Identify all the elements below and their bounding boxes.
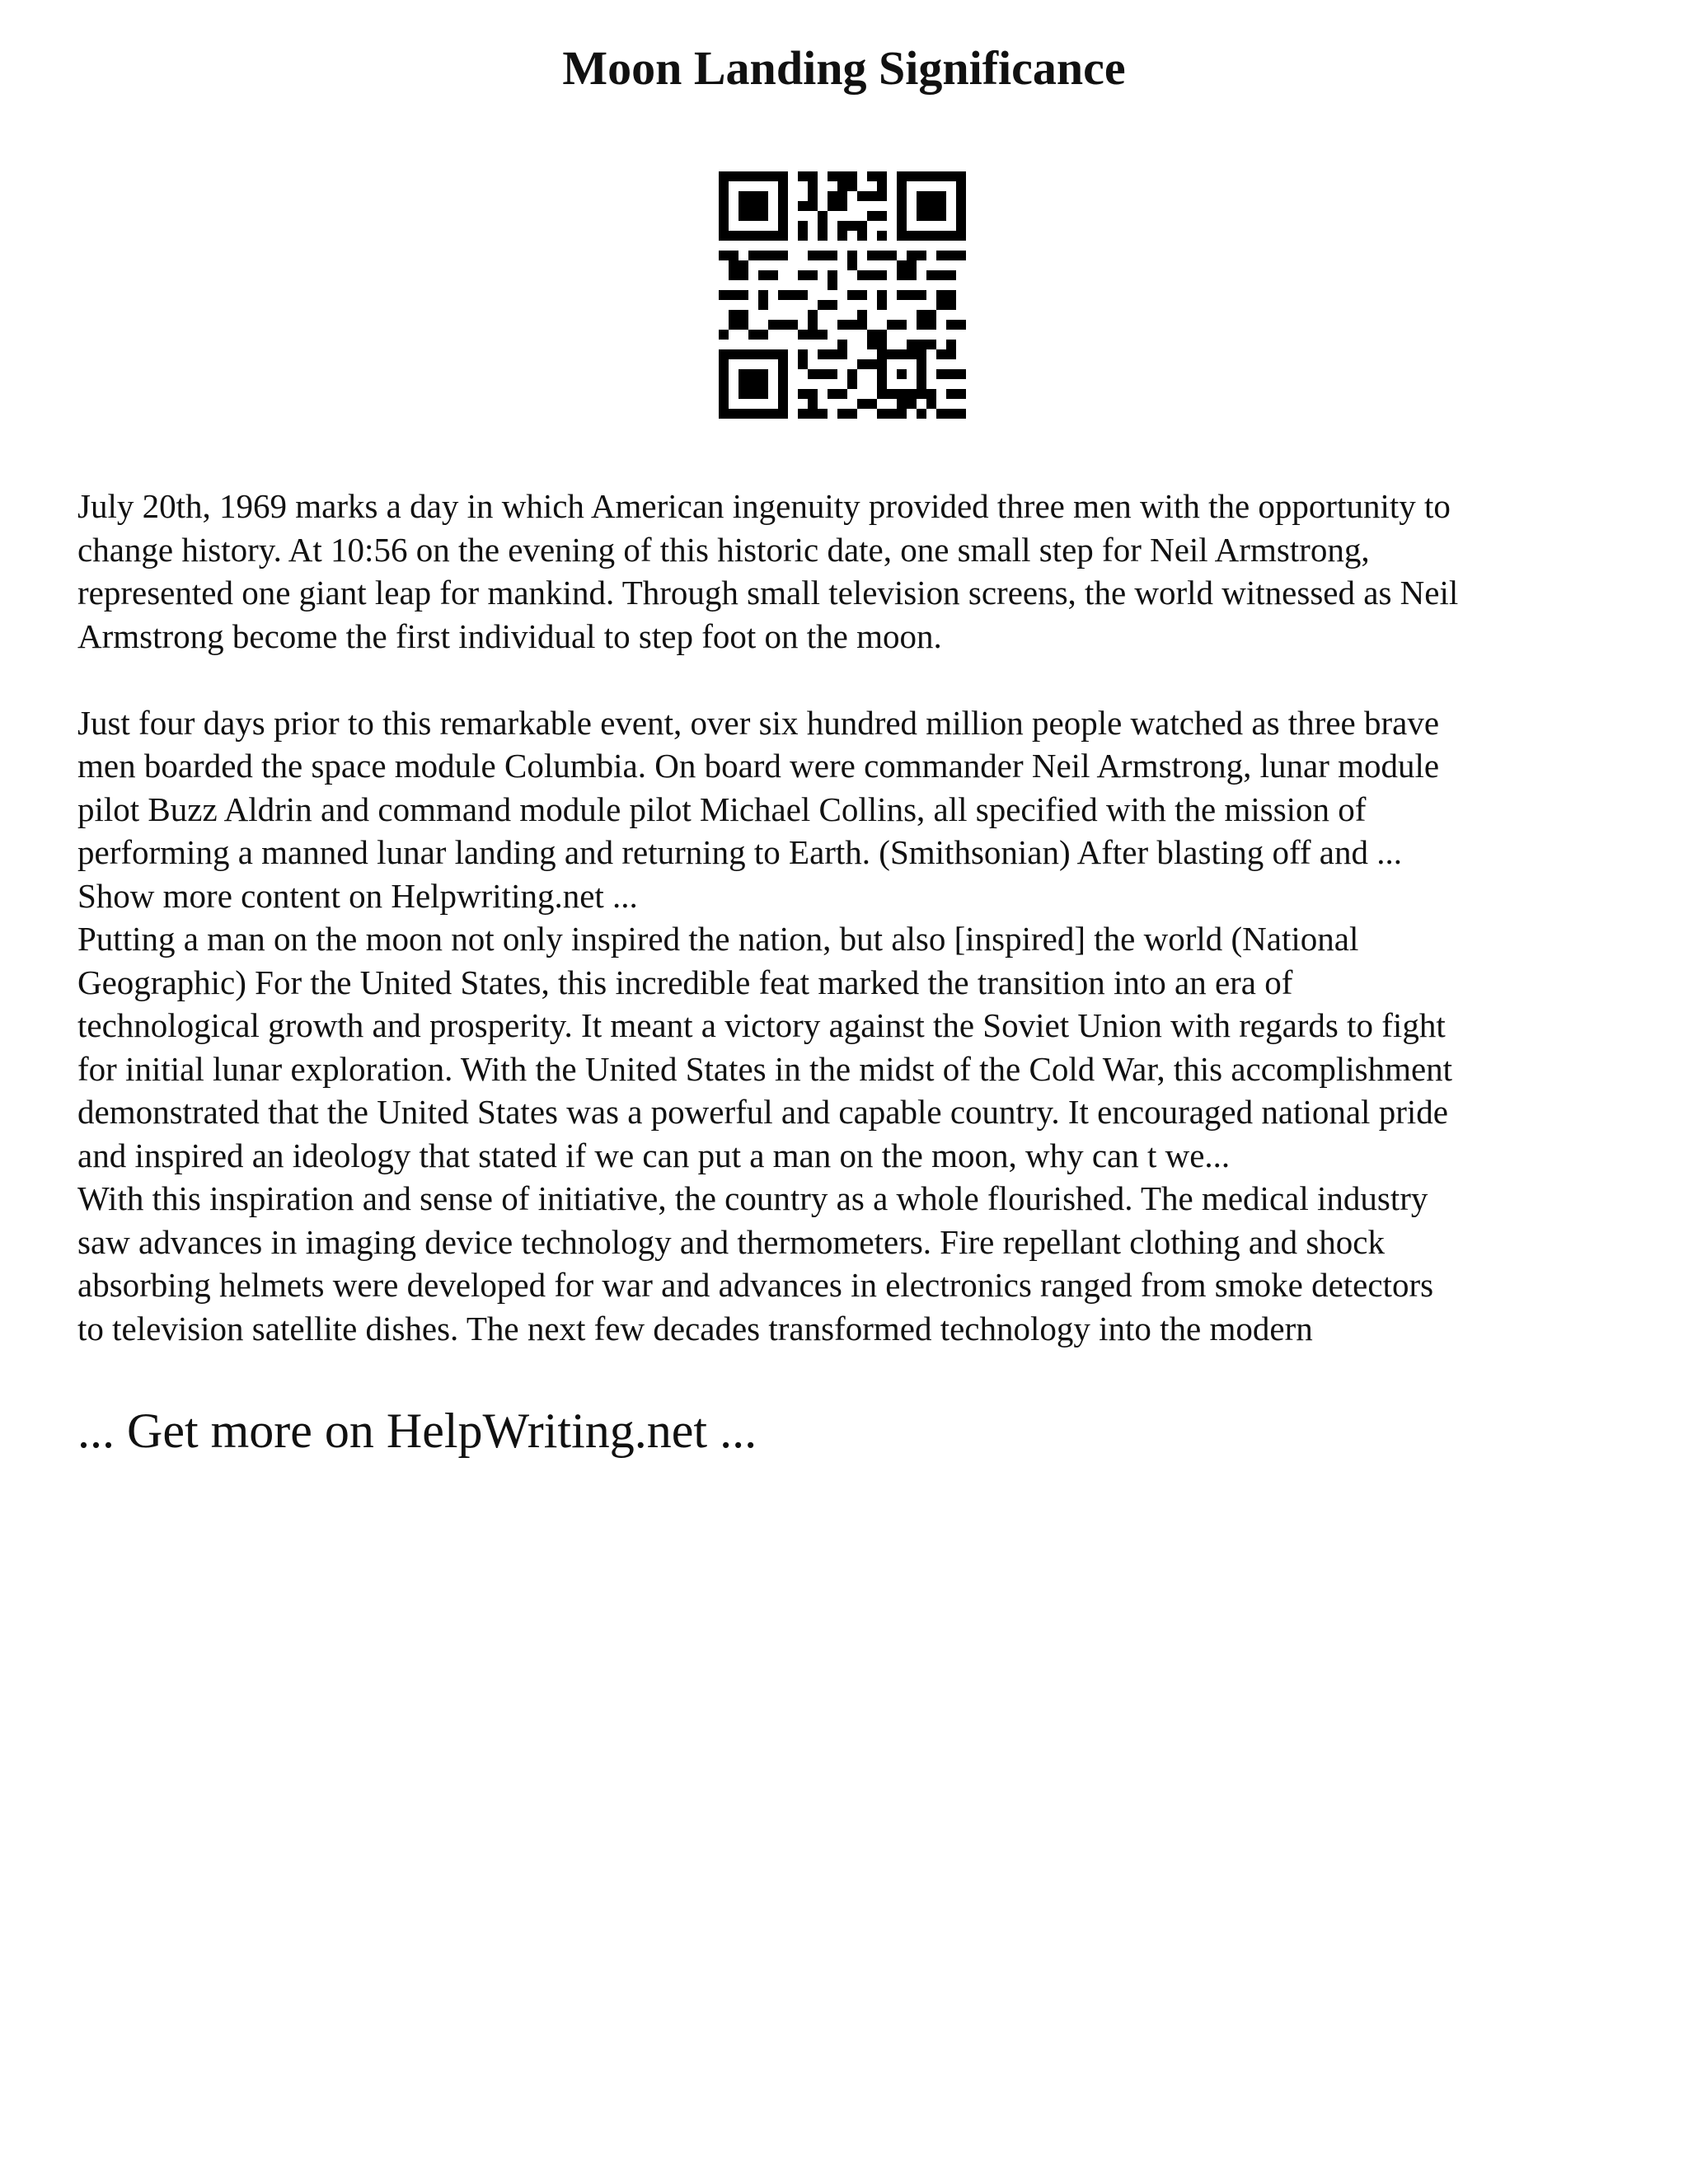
qr-code-graphic [719, 171, 966, 419]
paragraph-1 [77, 485, 1627, 658]
text-line: With this inspiration and sense of initiative, the country as a whole flourished. The medical industry [77, 1179, 1428, 1217]
text-line: saw advances in imaging device technology and thermometers. Fire repellant clothing and shock [77, 1222, 1385, 1261]
text-line: and inspired an ideology that stated if we can put a man on the moon, why can t we... [77, 1136, 1231, 1174]
text-line: performing a manned lunar landing and returning to Earth. (Smithsonian) After blasting off and ... [77, 833, 1402, 871]
text-line: represented one giant leap for mankind. Through small television screens, the world witnessed as Neil [77, 574, 1459, 612]
text-line: technological growth and prosperity. It meant a victory against the Soviet Union with regards to fight [77, 1006, 1446, 1044]
text-line: Armstrong become the first individual to step foot on the moon. [77, 616, 942, 655]
text-line: Just four days prior to this remarkable event, over six hundred million people watched as three brave [77, 703, 1440, 742]
page-title: Moon Landing Significance [562, 41, 1126, 95]
paragraph-gap [77, 658, 1627, 701]
text-line: absorbing helmets were developed for war and advances in electronics ranged from smoke detectors [77, 1266, 1434, 1304]
text-line: change history. At 10:56 on the evening of this historic date, one small step for Neil Armstrong, [77, 530, 1370, 569]
get-more-link[interactable]: ... Get more on HelpWriting.net ... [77, 1404, 757, 1458]
text-line: demonstrated that the United States was a powerful and capable country. It encouraged national pride [77, 1093, 1448, 1131]
text-line: Geographic) For the United States, this incredible feat marked the transition into an era of [77, 963, 1293, 1001]
text-line: men boarded the space module Columbia. On board were commander Neil Armstrong, lunar module [77, 747, 1440, 785]
text-line: Putting a man on the moon not only inspired the nation, but also [inspired] the world (National [77, 920, 1359, 958]
article-body [77, 485, 1627, 1350]
paragraph-2 [77, 701, 1627, 918]
paragraph-4 [77, 1177, 1627, 1350]
paragraph-3 [77, 917, 1627, 1177]
text-line: pilot Buzz Aldrin and command module pilot Michael Collins, all specified with the mission of [77, 790, 1367, 828]
text-line: for initial lunar exploration. With the United States in the midst of the Cold War, this accomplishment [77, 1049, 1453, 1088]
text-line: July 20th, 1969 marks a day in which American ingenuity provided three men with the opportunity to [77, 487, 1451, 525]
qr-code-icon [719, 171, 966, 419]
text-line: to television satellite dishes. The next few decades transformed technology into the modern [77, 1309, 1313, 1347]
show-more-link[interactable]: Show more content on Helpwriting.net ... [77, 876, 638, 915]
